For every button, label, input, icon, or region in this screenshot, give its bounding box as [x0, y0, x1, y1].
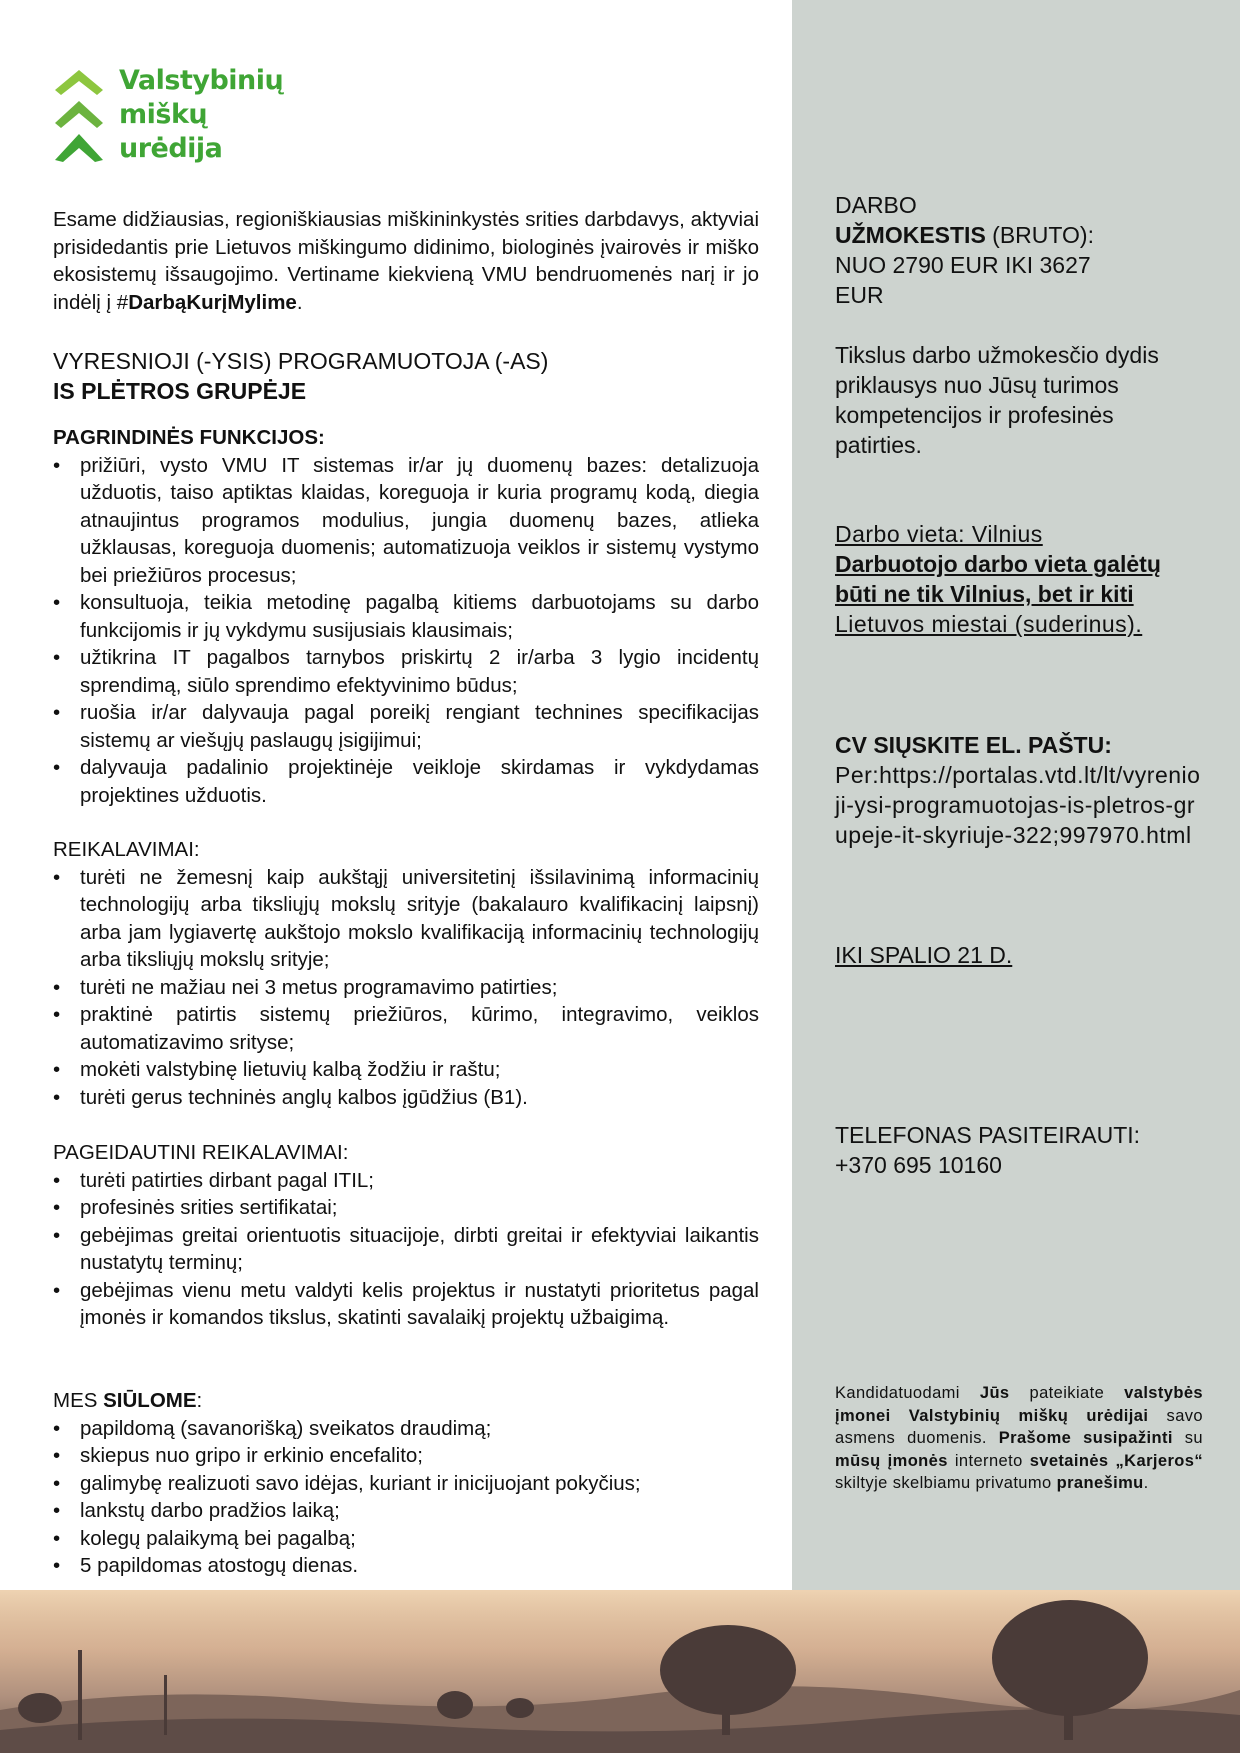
list-item: • dalyvauja padalinio projektinėje veikloje skirdamas ir vykdydamas projektines užduotis.	[53, 754, 759, 809]
requirements-title: REIKALAVIMAI:	[53, 838, 200, 861]
list-item: • mokėti valstybinę lietuvių kalbą žodžiu ir raštu;	[53, 1056, 759, 1084]
landscape-photo	[0, 1590, 1240, 1753]
list-item: • prižiūri, vysto VMU IT sistemas ir/ar jų duomenų bazes: detalizuoja užduotis, taiso aptiktas klaidas, koreguoja ir kuria programų kodą, diegia atnaujintus programos modulius, jungia duomenų bazes, atlieka užklausas, koreguoja duomenis; automatizuoja veiklos ir sistemų vystymo bei priežiūros procesus;	[53, 452, 759, 590]
cv-title: CV SIŲSKITE EL. PAŠTU:	[835, 732, 1112, 758]
salary-bold: UŽMOKESTIS	[835, 222, 986, 248]
privacy-bold: valstybės įmonei Valstybinių miškų urėdijai	[835, 1384, 1203, 1425]
salary-line-2	[835, 220, 1203, 250]
list-item: • profesinės srities sertifikatai;	[53, 1194, 759, 1222]
preferred-list	[53, 1167, 759, 1332]
requirements-section	[53, 836, 759, 1111]
list-item: • turėti ne mažiau nei 3 metus programavimo patirties;	[53, 974, 759, 1002]
logo-line-1: Valstybinių	[119, 65, 284, 96]
list-item: • užtikrina IT pagalbos tarnybos priskirtų 2 ir/arba 3 lygio incidentų sprendimą, siūlo sprendimo efektyvinimo būdus;	[53, 644, 759, 699]
phone-number: +370 695 10160	[835, 1152, 1002, 1178]
functions-section	[53, 424, 759, 809]
list-item: • praktinė patirtis sistemų priežiūros, kūrimo, integravimo, veiklos automatizavimo srityse;	[53, 1001, 759, 1056]
cv-block	[835, 730, 1203, 850]
position-title	[53, 346, 759, 406]
privacy-bold: Jūs	[979, 1384, 1010, 1402]
list-item: • lankstų darbo pradžios laiką;	[53, 1497, 759, 1525]
list-item: • ruošia ir/ar dalyvauja pagal poreikį rengiant technines specifikacijas sistemų ar viešųjų paslaugų įsigijimui;	[53, 699, 759, 754]
list-item: • turėti gerus techninės anglų kalbos įgūdžius (B1).	[53, 1084, 759, 1112]
list-item: • konsultuoja, teikia metodinę pagalbą kitiems darbuotojams su darbo funkcijomis ir jų vykdymu susijusiais klausimais;	[53, 589, 759, 644]
privacy-text: savo asmens duomenis.	[835, 1406, 1204, 1447]
position-title-line-1: VYRESNIOJI (-YSIS) PROGRAMUOTOJA (-AS)	[53, 348, 549, 374]
salary-currency: EUR	[835, 282, 884, 308]
cv-url-link[interactable]: Per:https://portalas.vtd.lt/lt/vyrenioji-ysi-programuotojas-is-pletros-grupeje-it-skyriuje-322;997970.html	[835, 762, 1201, 848]
logo-line-2: miškų	[119, 99, 208, 130]
salary-line-1: DARBO	[835, 192, 917, 218]
privacy-bold: svetainės „Karjeros“	[1029, 1451, 1203, 1470]
privacy-text: pateikiate	[1009, 1384, 1125, 1402]
position-title-line-2: IS PLĖTROS GRUPĖJE	[53, 378, 307, 404]
phone-label: TELEFONAS PASITEIRAUTI:	[835, 1122, 1141, 1148]
tree-logo-icon	[53, 68, 105, 168]
functions-title: PAGRINDINĖS FUNKCIJOS:	[53, 426, 325, 449]
privacy-text: su	[1172, 1429, 1203, 1447]
workplace-rest: Lietuvos miestai (suderinus).	[835, 611, 1143, 637]
salary-range: NUO 2790 EUR IKI 3627	[835, 252, 1091, 278]
list-item: • skiepus nuo gripo ir erkinio encefalito;	[53, 1442, 759, 1470]
salary-suffix: (BRUTO):	[985, 222, 1094, 248]
privacy-note	[835, 1382, 1203, 1495]
privacy-bold: mūsų įmonės	[835, 1451, 948, 1470]
salary-block	[835, 190, 1203, 310]
logo-text	[119, 64, 283, 166]
requirements-list	[53, 864, 759, 1112]
logo-line-3: urėdija	[119, 133, 223, 164]
privacy-text: skiltyje skelbiamu privatumo	[835, 1474, 1057, 1492]
list-item: • galimybę realizuoti savo idėjas, kuriant ir inicijuojant pokyčius;	[53, 1470, 759, 1498]
offer-section	[53, 1387, 759, 1580]
privacy-bold: pranešimu	[1056, 1474, 1144, 1492]
list-item: • gebėjimas greitai orientuotis situacijoje, dirbti greitai ir efektyviai laikantis nustatytų terminų;	[53, 1222, 759, 1277]
offer-title-bold: SIŪLOME	[103, 1389, 197, 1412]
list-item: • turėti patirties dirbant pagal ITIL;	[53, 1167, 759, 1195]
list-item: • gebėjimas vienu metu valdyti kelis projektus ir nustatyti prioritetus pagal įmonės ir komandos tikslus, skatinti savalaikį projektų užbaigimą.	[53, 1277, 759, 1332]
offer-title	[53, 1387, 759, 1415]
list-item: • papildomą (savanorišką) sveikatos draudimą;	[53, 1415, 759, 1443]
intro-hashtag: DarbąKurįMylime	[128, 290, 297, 314]
exact-salary-note: Tikslus darbo užmokesčio dydis priklausys nuo Jūsų turimos kompetencijos ir profesinės patirties.	[835, 342, 1159, 458]
list-item: • kolegų palaikymą bei pagalbą;	[53, 1525, 759, 1553]
intro-end: .	[296, 290, 303, 314]
deadline: IKI SPALIO 21 D.	[835, 942, 1013, 968]
intro-paragraph	[53, 206, 759, 316]
list-item: • turėti ne žemesnį kaip aukštąjį universitetinį išsilavinimą informacinių technologijų arba tiksliųjų mokslų srityje (bakalauro kvalifikacinį laipsnį) arba jam lygiavertę aukštojo mokslo kvalifikaciją informacinių technologijų arba tiksliųjų mokslų srityje;	[53, 864, 759, 974]
logo	[53, 64, 293, 174]
offer-title-suffix: :	[196, 1389, 203, 1412]
workplace-city: Darbo vieta: Vilnius	[835, 521, 1043, 547]
privacy-text: Kandidatuodami	[835, 1384, 980, 1402]
list-item: • 5 papildomas atostogų dienas.	[53, 1552, 759, 1580]
offer-title-prefix: MES	[53, 1389, 104, 1412]
offer-list	[53, 1415, 759, 1580]
preferred-section	[53, 1139, 759, 1332]
functions-list	[53, 452, 759, 810]
privacy-bold: Prašome susipažinti	[998, 1429, 1173, 1447]
privacy-text: interneto	[947, 1451, 1030, 1470]
workplace-block	[835, 519, 1203, 639]
forest-silhouette-icon	[0, 1590, 1240, 1753]
phone-block	[835, 1120, 1203, 1180]
intro-text: Esame didžiausias, regioniškiausias miškininkystės srities darbdavys, aktyviai prisidedantis prie Lietuvos miškingumo didinimo, biologinės įvairovės ir miško ekosistemų išsaugojimo. Vertiname kiekvieną VMU bendruomenės narį ir jo indėlį į #	[53, 208, 759, 314]
workplace-remote: Darbuotojo darbo vieta galėtų būti ne tik Vilnius, bet ir kiti	[835, 551, 1161, 607]
privacy-text: .	[1143, 1474, 1149, 1492]
preferred-title: PAGEIDAUTINI REIKALAVIMAI:	[53, 1141, 349, 1164]
